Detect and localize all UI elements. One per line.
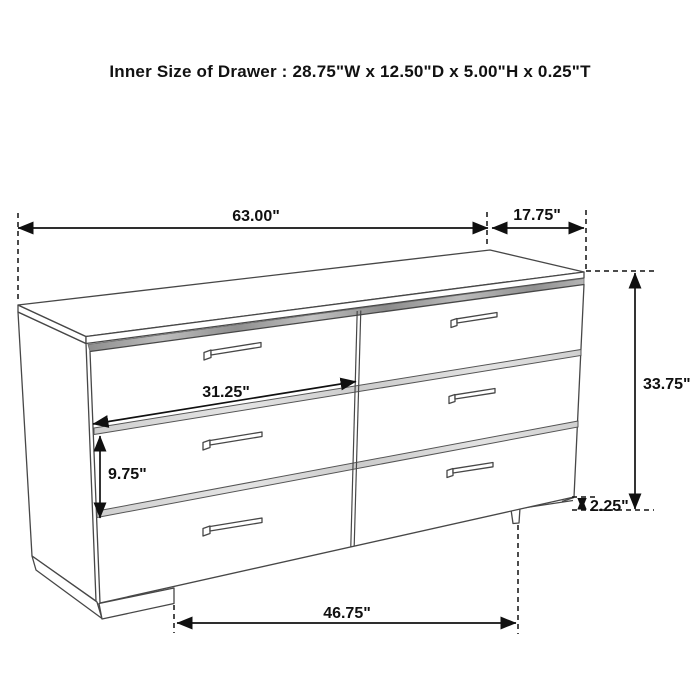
drawer-width-label: 31.25" [202, 384, 250, 401]
dresser-body [18, 250, 584, 619]
overall-width-label: 63.00" [232, 208, 280, 225]
base-height-dimension [582, 498, 629, 515]
side-panel-left [18, 312, 96, 601]
depth-label: 17.75" [513, 207, 561, 224]
leg-span-dimension [177, 605, 516, 623]
base-height-label: 2.25" [590, 498, 629, 515]
overall-height-dimension [635, 273, 691, 509]
leg-span-label: 46.75" [323, 605, 371, 622]
overall-width-dimension [18, 208, 488, 228]
depth-dimension [492, 207, 584, 228]
diagram-title: Inner Size of Drawer : 28.75"W x 12.50"D x 5.00"H x 0.25"T [109, 62, 591, 81]
drawer-height-label: 9.75" [108, 466, 147, 483]
overall-height-label: 33.75" [643, 376, 691, 393]
